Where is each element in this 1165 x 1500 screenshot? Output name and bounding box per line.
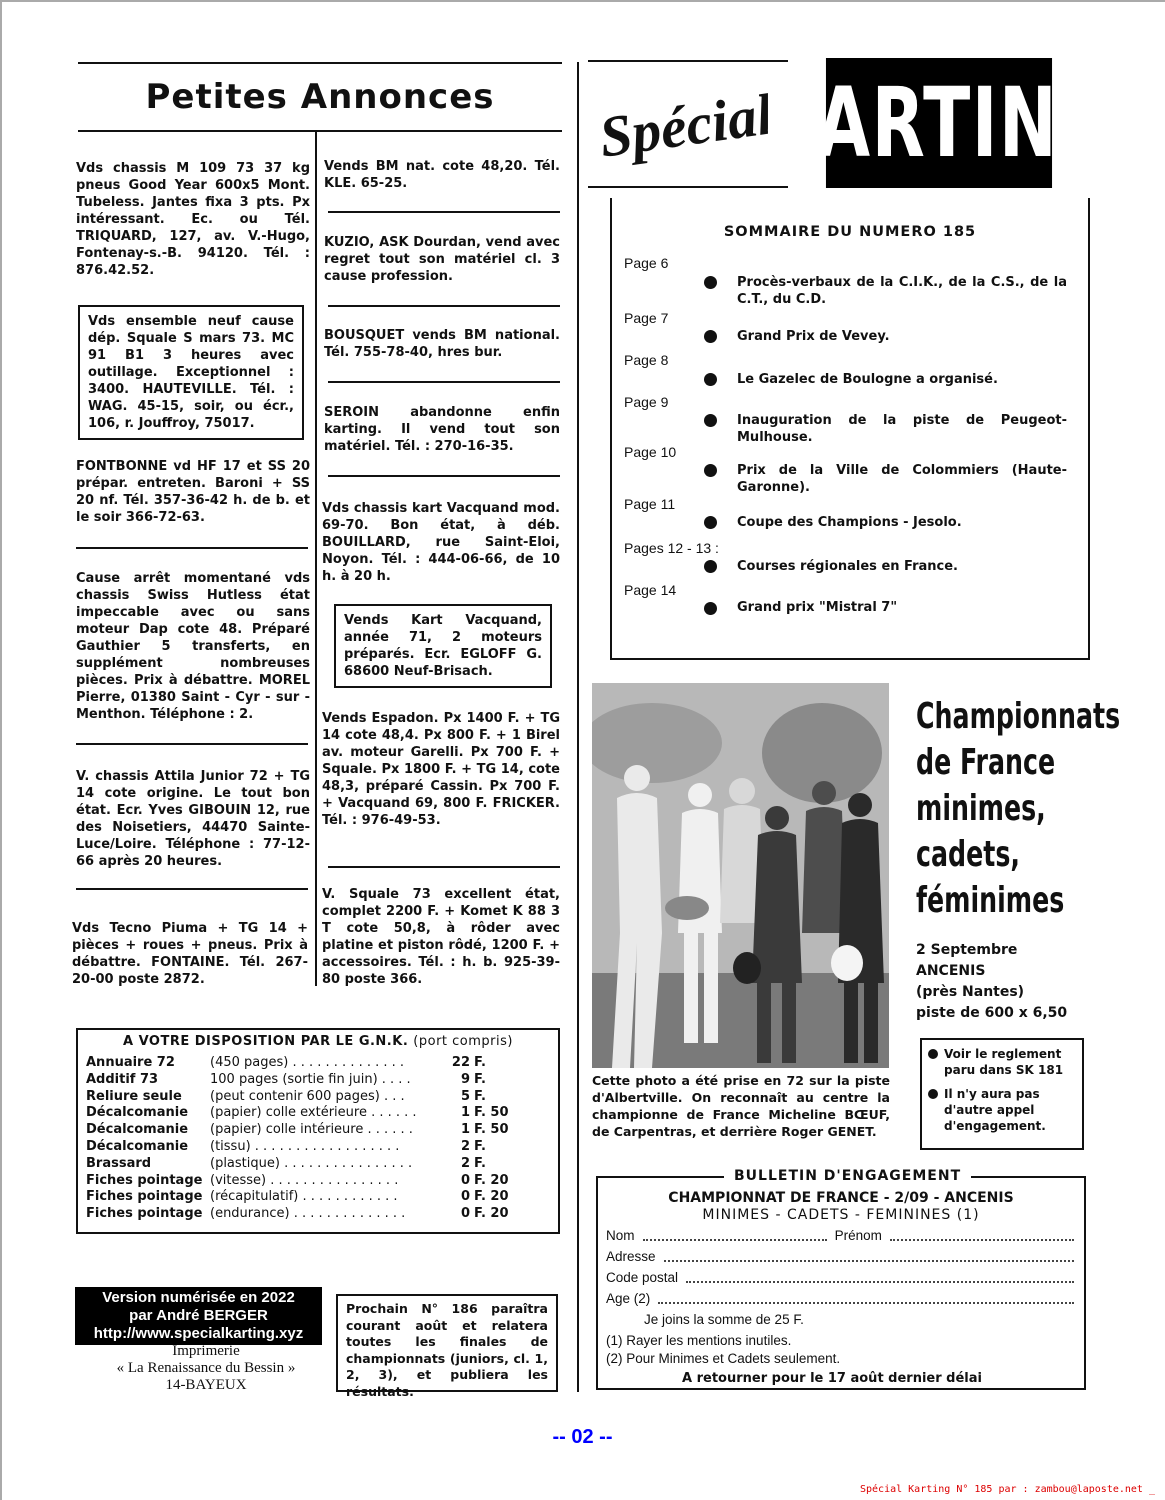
gnk-row (86, 1173, 550, 1190)
gnk-item-desc: (récapitulatif) . . . . . . . . . . . . (210, 1189, 398, 1205)
headline-line: cadets, (916, 834, 1020, 875)
gnk-item-name: Décalcomanie (86, 1105, 189, 1121)
digitization-credit (75, 1287, 322, 1345)
gnk-rows (86, 1055, 550, 1223)
gnk-item-price: 9 (460, 1071, 470, 1087)
bullet-icon (704, 602, 717, 615)
sommaire-entry: Prix de la Ville de Colommiers (Haute-Garonne). (737, 463, 1067, 495)
nom-label: Nom (606, 1228, 635, 1243)
gnk-item-desc: (vitesse) . . . . . . . . . . . . . . . . (210, 1172, 399, 1188)
gnk-item-price: 1 (460, 1105, 470, 1121)
sommaire-entry: Grand Prix de Vevey. (737, 329, 890, 344)
bullet-icon (928, 1049, 938, 1059)
separator (76, 743, 308, 745)
code-postal-field[interactable] (686, 1270, 1074, 1283)
gnk-item-desc: (endurance) . . . . . . . . . . . . . . (210, 1206, 406, 1222)
ad-fontbonne: FONTBONNE vd HF 17 et SS 20 prépar. entreten. Baroni + SS 20 nf. Tél. 357-36-42 h. de b. et le soir 366-72-63. (76, 459, 310, 525)
ad-bm-nat: Vends BM nat. cote 48,20. Tél. KLE. 65-25. (324, 159, 560, 191)
gnk-item-name: Reliure seule (86, 1088, 182, 1104)
prochain-numero-box: Prochain N° 186 paraîtra courant août et relatera toutes les finales de championnats (juniors, cl. 1, 2, 3), et publiera les résultats. (336, 1294, 558, 1392)
code-postal-label: Code postal (606, 1270, 679, 1285)
gnk-item-name: Décalcomanie (86, 1138, 189, 1154)
gnk-item-unit: F. (474, 1138, 486, 1154)
ad-egloff: Vends Kart Vacquand, année 71, 2 moteurs préparés. Ecr. EGLOFF G. 68600 Neuf-Brisach. (334, 604, 552, 688)
sommaire-entry: Courses régionales en France. (737, 559, 958, 574)
masthead-karting: KARTING (826, 58, 1052, 188)
prenom-field[interactable] (890, 1228, 1074, 1241)
gnk-title (86, 1034, 550, 1049)
printer-line: Imprimerie (172, 1343, 240, 1359)
gnk-title-note: (port compris) (413, 1034, 513, 1049)
gnk-row (86, 1139, 550, 1156)
event-date: 2 Septembre (916, 942, 1018, 958)
gnk-item-unit: F. (474, 1055, 486, 1070)
gnk-item-desc: (tissu) . . . . . . . . . . . . . . . . . . (210, 1138, 400, 1154)
ad-fontaine: Vds Tecno Piuma + TG 14 + pièces + roues + pneus. Prix à débattre. FONTAINE. Tél. 267-20-00 poste 2872. (72, 921, 308, 987)
reglement-text: Voir le reglement paru dans SK 181 (944, 1047, 1064, 1077)
gnk-item-unit: F. 20 (474, 1172, 509, 1188)
code-postal-row (606, 1270, 1074, 1285)
sommaire-title: SOMMAIRE DU NUMERO 185 (723, 224, 977, 240)
gnk-item-price: 0 (460, 1189, 470, 1205)
event-location: ANCENIS (916, 963, 986, 979)
center-rule (577, 62, 579, 1392)
printer-line: 14-BAYEUX (165, 1377, 247, 1393)
prenom-label: Prénom (834, 1228, 882, 1243)
gnk-item-desc: (plastique) . . . . . . . . . . . . . . . . (210, 1155, 413, 1171)
ad-fricker: Vends Espadon. Px 1400 F. + TG 14 cote 48,4. Px 800 F. + 1 Birel av. moteur Garelli. Px 700 F. + Squale. Px 1800 F. + TG 14, cote 48,3, préparé Cassin. Px 700 F. + Vacquand 69, 800 F. FRICKER. Tél. : 976-49-53. (322, 711, 560, 828)
separator (76, 888, 308, 890)
ad-morel: Cause arrêt momentané vds chassis Swiss Hutless état impeccable avec ou sans moteur Dap cote 48. Préparé Gauthier 5 transferts, en supplément nombreuses pièces. Prix à débattre. MOREL Pierre, 01380 Saint - Cyr - sur - Menthon. Téléphone : 2. (76, 571, 310, 722)
bullet-icon (704, 373, 717, 386)
headline-line: de France (916, 742, 1056, 783)
sommaire-page: Page 8 (624, 352, 669, 368)
sommaire-page: Page 9 (624, 394, 669, 410)
page-number: -- 02 -- (552, 1426, 613, 1448)
somme-line: Je joins la somme de 25 F. (644, 1312, 804, 1327)
masthead-special: Spécial (595, 80, 777, 170)
bullet-icon (704, 414, 717, 427)
gnk-item-unit: F. 50 (474, 1105, 509, 1121)
ad-seroin: SEROIN abandonne enfin karting. Il vend tout son matériel. Tél. : 270-16-35. (324, 405, 560, 454)
event-info (916, 940, 1096, 1024)
bullet-icon (704, 276, 717, 289)
adresse-field[interactable] (664, 1249, 1074, 1262)
nom-field[interactable] (643, 1228, 827, 1241)
ad-hauteville: Vds ensemble neuf cause dép. Squale S mars 73. MC 91 B1 3 heures avec outillage. Exceptionnel : 3400. HAUTEVILLE. Tél. : WAG. 45-15, soir, ou écr., 106, r. Jouffroy, 75017. (78, 305, 304, 440)
ad-bousquet: BOUSQUET vends BM national. Tél. 755-78-40, hres bur. (324, 328, 560, 360)
group-photo (592, 683, 889, 1068)
separator (328, 866, 560, 868)
sommaire-page: Pages 12 - 13 : (624, 540, 719, 556)
age-label: Age (2) (606, 1291, 651, 1306)
gnk-item-name: Annuaire 72 (86, 1055, 175, 1070)
gnk-item-price: 2 (460, 1155, 470, 1171)
sommaire-entry: Procès-verbaux de la C.I.K., de la C.S., de la C.T., du C.D. (737, 275, 1067, 307)
return-deadline: A retourner pour le 17 août dernier délai (682, 1371, 982, 1386)
gnk-item-price: 22 (451, 1055, 470, 1070)
gnk-item-desc: (peut contenir 600 pages) . . . (210, 1088, 405, 1104)
gnk-item-name: Décalcomanie (86, 1122, 189, 1138)
gnk-row (86, 1122, 550, 1139)
group-photo-illustration (592, 683, 889, 1068)
separator (76, 547, 308, 549)
gnk-price-list (76, 1028, 560, 1234)
gnk-row (86, 1055, 550, 1072)
headline-line: Championnats (916, 696, 1121, 737)
separator (328, 211, 560, 213)
gnk-item-unit: F. 50 (474, 1122, 509, 1138)
age-field[interactable] (658, 1291, 1074, 1304)
reglement-item (928, 1086, 1076, 1134)
gnk-item-price: 0 (460, 1172, 470, 1188)
bullet-icon (928, 1089, 938, 1099)
bullet-icon (704, 330, 717, 343)
photo-caption: Cette photo a été prise en 72 sur la piste d'Albertville. On reconnaît au centre la championne de France Micheline BŒUF, de Carpentras, et derrière Roger GENET. (592, 1073, 890, 1139)
gnk-item-unit: F. 20 (474, 1206, 509, 1222)
gnk-item-name: Fiches pointage (86, 1172, 203, 1188)
gnk-row (86, 1189, 550, 1206)
gnk-item-desc: 100 pages (sortie fin juin) . . . . (210, 1071, 411, 1087)
sommaire-page: Page 7 (624, 310, 669, 326)
nom-prenom-row (606, 1228, 1074, 1243)
ad-squale-komet: V. Squale 73 excellent état, complet 2200 F. + Komet K 88 3 T cote 50,8, à rôder avec platine et piston rôdé, 1200 F. + accessoires. Tél. : h. b. 925-39-80 poste 366. (322, 887, 560, 987)
bullet-icon (704, 464, 717, 477)
gnk-row (86, 1105, 550, 1122)
credit-line: par André BERGER (129, 1307, 268, 1324)
credit-url: http://www.specialkarting.xyz (93, 1325, 304, 1342)
gnk-row (86, 1206, 550, 1223)
gnk-item-unit: F. (474, 1071, 486, 1087)
separator (328, 305, 560, 307)
credit-line: Version numérisée en 2022 (102, 1289, 295, 1306)
sommaire-entry: Coupe des Champions - Jesolo. (737, 515, 962, 530)
gnk-row (86, 1072, 550, 1089)
bulletin-subtitle: CHAMPIONNAT DE FRANCE - 2/09 - ANCENIS (668, 1190, 1014, 1206)
bulletin-engagement-form (596, 1168, 1086, 1390)
footnote: (1) Rayer les mentions inutiles. (606, 1333, 792, 1348)
gnk-item-name: Fiches pointage (86, 1206, 203, 1222)
printer-info (75, 1343, 337, 1394)
bullet-icon (704, 516, 717, 529)
gnk-item-price: 5 (460, 1088, 470, 1104)
sommaire-page: Page 11 (624, 496, 676, 512)
gnk-item-price: 0 (460, 1206, 470, 1222)
gnk-item-desc: (papier) colle intérieure . . . . . . (210, 1122, 413, 1138)
age-row (606, 1291, 1074, 1306)
gnk-item-price: 1 (460, 1122, 470, 1138)
bullet-icon (704, 560, 717, 573)
sommaire-entry: Inauguration de la piste de Peugeot-Mulhouse. (737, 413, 1067, 445)
sommaire-entry: Grand prix "Mistral 7" (737, 600, 898, 615)
championnats-headline (916, 694, 1121, 924)
reglement-item (928, 1046, 1076, 1078)
ad-kuzio: KUZIO, ASK Dourdan, vend avec regret tout son matériel cl. 3 cause profession. (324, 235, 560, 284)
event-track: piste de 600 x 6,50 (916, 1005, 1068, 1021)
footer-credit: Spécial Karting N° 185 par : zambou@laposte.net _ (859, 1484, 1155, 1495)
sommaire-box (610, 198, 1090, 660)
sommaire-entry: Le Gazelec de Boulogne a organisé. (737, 372, 998, 387)
gnk-item-name: Brassard (86, 1155, 152, 1171)
gnk-item-price: 2 (460, 1138, 470, 1154)
sommaire-page: Page 14 (624, 582, 677, 598)
column-rule (315, 132, 317, 986)
footnote: (2) Pour Minimes et Cadets seulement. (606, 1351, 841, 1366)
printer-line: « La Renaissance du Bessin » (116, 1360, 296, 1376)
gnk-item-name: Additif 73 (86, 1071, 159, 1087)
bulletin-categories: MINIMES - CADETS - FEMININES (1) (702, 1207, 980, 1223)
gnk-item-unit: F. (474, 1088, 486, 1104)
sommaire-page: Page 6 (624, 255, 669, 271)
bulletin-title: BULLETIN D'ENGAGEMENT (724, 1168, 971, 1184)
gnk-row (86, 1089, 550, 1106)
petites-annonces-title: Petites Annonces (78, 62, 562, 132)
sommaire-page: Page 10 (624, 444, 677, 460)
adresse-label: Adresse (606, 1249, 656, 1264)
separator (328, 381, 560, 383)
headline-line: minimes, (916, 788, 1046, 829)
separator (328, 475, 560, 477)
gnk-item-name: Fiches pointage (86, 1189, 203, 1205)
gnk-title-text: A VOTRE DISPOSITION PAR LE G.N.K. (123, 1034, 409, 1049)
gnk-row (86, 1156, 550, 1173)
ad-bouillard: Vds chassis kart Vacquand mod. 69-70. Bon état, à déb. BOUILLARD, rue Saint-Eloi, Noyon. Tél. : 444-06-66, de 10 h. à 20 h. (322, 501, 560, 584)
gnk-item-desc: (papier) colle extérieure . . . . . . (210, 1105, 417, 1121)
gnk-item-unit: F. 20 (474, 1189, 509, 1205)
ad-gibouin: V. chassis Attila Junior 72 + TG 14 cote origine. Le tout bon état. Ecr. Yves GIBOUIN 12, rue des Noisetiers, 44470 Sainte-Luce/Loire. Téléphone : 77-12-66 après 20 heures. (76, 769, 310, 869)
headline-line: féminimes (916, 880, 1065, 921)
gnk-item-unit: F. (474, 1155, 486, 1171)
reglement-text: Il n'y aura pas d'autre appel d'engagement. (944, 1087, 1046, 1133)
adresse-row (606, 1249, 1074, 1264)
reglement-box (920, 1038, 1084, 1150)
event-location-note: (près Nantes) (916, 984, 1025, 1000)
gnk-item-desc: (450 pages) . . . . . . . . . . . . . . (210, 1055, 405, 1070)
ad-triquard: Vds chassis M 109 73 37 kg pneus Good Year 600x5 Mont. Tubeless. Jantes fixa 3 pts. Px intéressant. Ec. ou Tél. TRIQUARD, 127, av. V.-Hugo, Fontenay-s.-B. 94120. Tél. : 876.42.52. (76, 161, 310, 278)
